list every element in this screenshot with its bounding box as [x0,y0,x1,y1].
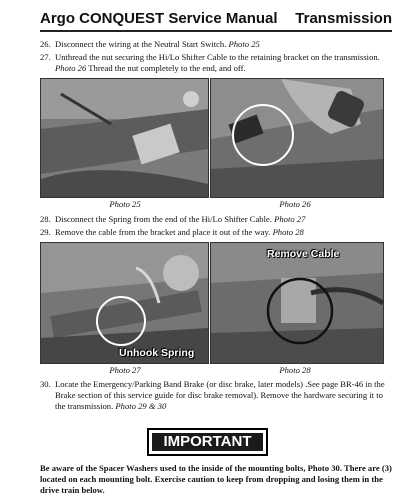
step-26 [40,39,390,50]
photo-27-image [40,242,209,364]
step-27 [40,52,390,74]
photo-reference: Photo 28 [272,227,304,237]
step-text: Remove the cable from the bracket and place it out of the way. [55,227,271,237]
photo-26-image [210,78,384,198]
step-29 [40,227,390,238]
step-30 [40,379,390,412]
photo-28-caption: Photo 28 [279,365,311,375]
photo-25-image [40,78,209,198]
step-number: 28. [40,214,51,224]
step-number: 27. [40,52,51,62]
section-title: Transmission [295,10,392,27]
remove-cable-label: Remove Cable [267,248,340,260]
step-text: Disconnect the wiring at the Neutral Start Switch. [55,39,227,49]
important-banner [147,428,268,456]
photo-28-image [210,242,384,364]
step-text: Unthread the nut securing the Hi/Lo Shifter Cable to the retaining bracket on the transmission. [55,52,380,62]
photo-reference: Photo 27 [274,214,306,224]
warning-text: Be aware of the Spacer Washers used to the inside of the mounting bolts, Photo 30. There are (3) located on each mounting bolt. Exercise caution to keep from dropping and losing them in the drive train below. [40,463,392,495]
step-28 [40,214,390,225]
important-label: IMPORTANT [152,433,263,451]
manual-title: Argo CONQUEST Service Manual [40,10,278,27]
step-text: Disconnect the Spring from the end of the Hi/Lo Shifter Cable. [55,214,272,224]
step-text-continued: Thread the nut completely to the end, and off. [88,63,246,73]
photo-25-caption: Photo 25 [109,199,141,209]
step-text: Locate the Emergency/Parking Band Brake (or disc brake, later models) .See page BR-46 in the Brake section of this service guide for disc brake removal). Remove the hardware securing it to the transmission. [55,379,385,411]
step-number: 26. [40,39,51,49]
page-header [40,8,392,32]
step-number: 30. [40,379,51,389]
photo-reference: Photo 29 & 30 [115,401,167,411]
photo-27-caption: Photo 27 [109,365,141,375]
unhook-spring-label: Unhook Spring [119,347,195,359]
photo-26-caption: Photo 26 [279,199,311,209]
step-number: 29. [40,227,51,237]
photo-reference: Photo 25 [228,39,260,49]
photo-reference: Photo 26 [55,63,87,73]
